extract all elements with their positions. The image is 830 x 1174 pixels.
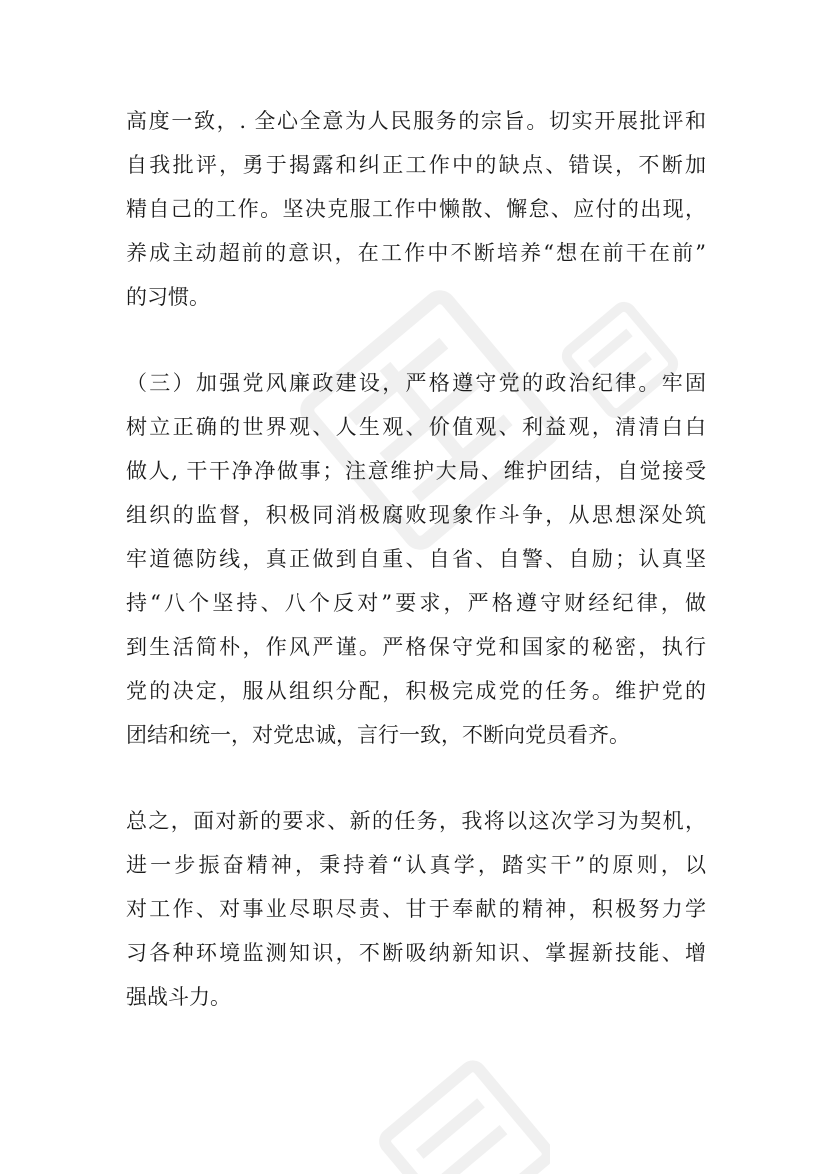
paragraph-2-line-5: 牢道德防线，真正做到自重、自省、自警、自励；认真坚 bbox=[126, 547, 706, 571]
paragraph-1-line-5: 的习惯。 bbox=[126, 285, 210, 309]
paragraph-2-line-2: 树立正确的世界观、人生观、价值观、利益观，清清白白 bbox=[126, 415, 706, 439]
paragraph-2-line-7: 到生活简朴，作风严谨。严格保守党和国家的秘密，执行 bbox=[126, 635, 706, 659]
paragraph-2-line-8: 党的决定，服从组织分配，积极完成党的任务。维护党的 bbox=[126, 679, 706, 703]
paragraph-1-line-2: 自我批评，勇于揭露和纠正工作中的缺点、错误，不断加 bbox=[126, 153, 706, 177]
paragraph-3-line-2: 进一步振奋精神，秉持着“认真学，踏实干”的原则，以 bbox=[126, 853, 706, 877]
watermark-icon bbox=[560, 300, 680, 420]
paragraph-1-line-4: 养成主动超前的意识，在工作中不断培养“想在前干在前” bbox=[126, 241, 706, 265]
paragraph-1-line-1: 高度一致，. 全心全意为人民服务的宗旨。切实开展批评和 bbox=[126, 109, 706, 133]
paragraph-3-line-4: 习各种环境监测知识，不断吸纳新知识、掌握新技能、增 bbox=[126, 941, 706, 965]
paragraph-2-line-4: 组织的监督，积极同消极腐败现象作斗争，从思想深处筑 bbox=[126, 503, 706, 527]
paragraph-3-line-1: 总之，面对新的要求、新的任务，我将以这次学习为契机， bbox=[126, 809, 706, 833]
paragraph-2-line-1: （三）加强党风廉政建设，严格遵守党的政治纪律。牢固 bbox=[126, 371, 706, 395]
paragraph-2-line-6: 持“八个坚持、八个反对”要求，严格遵守财经纪律，做 bbox=[126, 591, 706, 615]
paragraph-2-line-9: 团结和统一，对党忠诚，言行一致，不断向党员看齐。 bbox=[126, 723, 630, 747]
paragraph-2-line-3: 做人, 干干净净做事；注意维护大局、维护团结，自觉接受 bbox=[126, 459, 706, 483]
paragraph-3-line-5: 强战斗力。 bbox=[126, 985, 231, 1009]
paragraph-3-line-3: 对工作、对事业尽职尽责、甘于奉献的精神，积极努力学 bbox=[126, 897, 706, 921]
watermark-icon bbox=[370, 1050, 550, 1174]
paragraph-1-line-3: 精自己的工作。坚决克服工作中懒散、懈怠、应付的出现， bbox=[126, 197, 706, 221]
